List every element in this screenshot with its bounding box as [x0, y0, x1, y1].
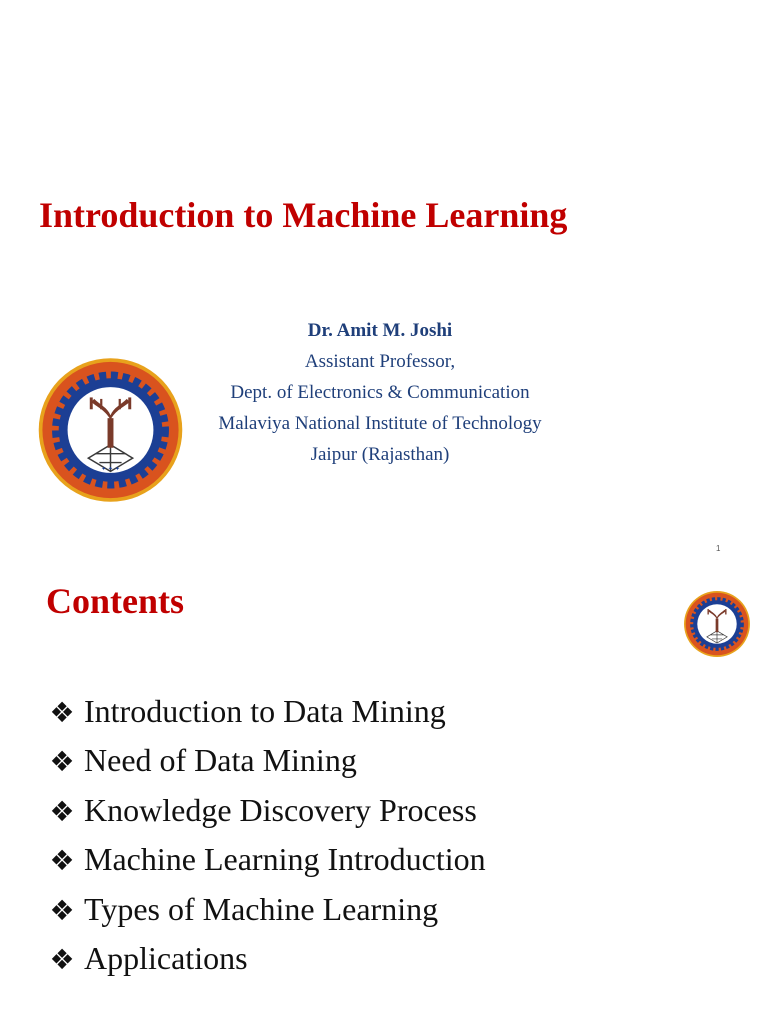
- diamond-bullet-icon: ❖: [49, 893, 75, 927]
- institute-emblem-icon: [682, 590, 752, 658]
- diamond-bullet-icon: ❖: [49, 696, 75, 729]
- diamond-bullet-icon: ❖: [49, 942, 75, 976]
- list-item-text: Knowledge Discovery Process: [84, 791, 477, 828]
- list-item-text: Machine Learning Introduction: [84, 841, 486, 878]
- diamond-bullet-icon: ❖: [49, 745, 75, 779]
- author-department: Dept. of Electronics & Communication: [230, 382, 530, 403]
- author-designation: Assistant Professor,: [304, 351, 456, 372]
- list-item-text: Types of Machine Learning: [84, 890, 439, 927]
- svg-text:✦ ✦ ✦: ✦ ✦ ✦: [101, 466, 120, 473]
- institute-emblem-graphic: [682, 590, 752, 658]
- contents-heading: Contents: [46, 581, 185, 621]
- page-number: 1: [716, 544, 721, 553]
- author-info: [180, 315, 580, 470]
- list-item: [46, 687, 486, 736]
- list-item: [46, 835, 486, 884]
- list-item: [46, 934, 486, 983]
- list-item-text: Need of Data Mining: [84, 742, 357, 779]
- author-location: Jaipur (Rajasthan): [310, 444, 450, 465]
- list-item-text: Applications: [84, 939, 248, 976]
- list-item-text: Introduction to Data Mining: [84, 693, 446, 729]
- contents-list: [46, 687, 486, 983]
- diamond-bullet-icon: ❖: [49, 794, 75, 828]
- institute-emblem-icon: [33, 356, 188, 504]
- list-item: [46, 885, 486, 934]
- list-item: [46, 786, 486, 835]
- slide-title: Introduction to Machine Learning: [39, 195, 568, 235]
- institute-emblem-graphic: [33, 356, 188, 504]
- author-institute: Malaviya National Institute of Technology: [218, 413, 542, 434]
- author-name: Dr. Amit M. Joshi: [307, 320, 453, 341]
- diamond-bullet-icon: ❖: [49, 844, 75, 878]
- list-item: [46, 736, 486, 785]
